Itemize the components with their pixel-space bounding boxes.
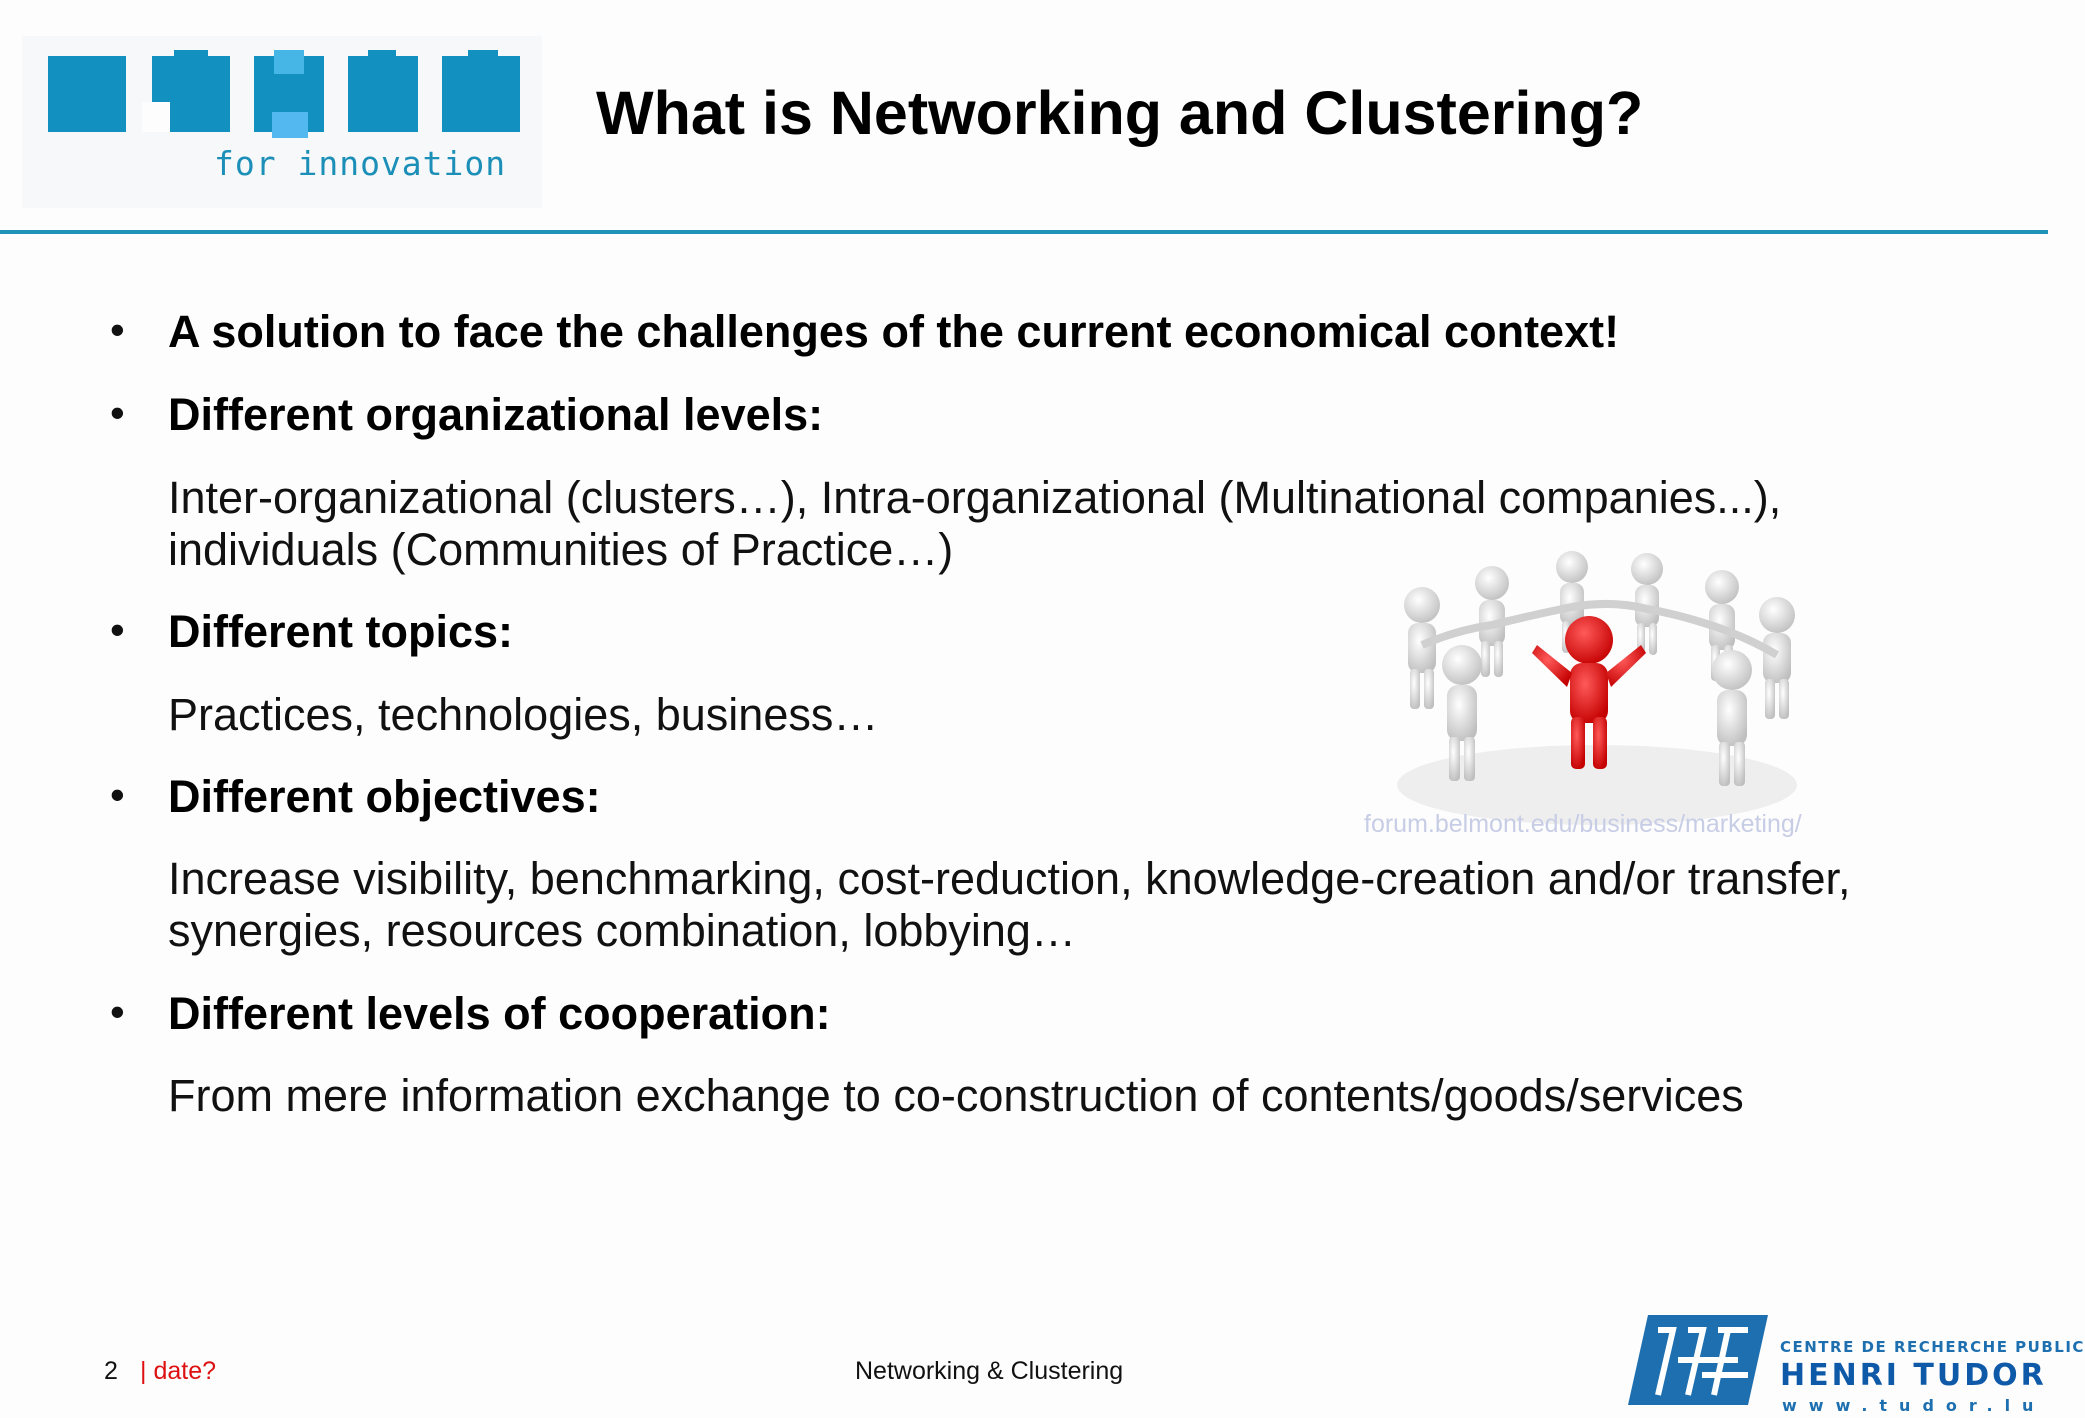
org-website: www.tudor.lu — [1782, 1396, 2046, 1415]
bullet-detail: Increase visibility, benchmarking, cost-reduction, knowledge-creation and/or transfer, — [168, 853, 1851, 904]
header-divider — [0, 230, 2048, 234]
bullet-glyph: • — [110, 771, 125, 818]
bullet-heading: Different topics: — [168, 606, 514, 657]
org-name: HENRI TUDOR — [1780, 1358, 2047, 1393]
bullet-detail: synergies, resources combination, lobbying… — [168, 905, 1076, 956]
logo-blocks-icon — [48, 56, 548, 146]
bullet-heading: A solution to face the challenges of the current economical context! — [168, 306, 1620, 357]
logo-tagline: for innovation — [214, 144, 507, 183]
bullet-glyph: • — [110, 389, 125, 436]
bullet-heading: Different organizational levels: — [168, 389, 824, 440]
bullet-heading: Different levels of cooperation: — [168, 988, 831, 1039]
bullet-detail: From mere information exchange to co-construction of contents/goods/services — [168, 1070, 1744, 1121]
bullet-glyph: • — [110, 306, 125, 353]
bullet-glyph: • — [110, 988, 125, 1035]
bullet-glyph: • — [110, 606, 125, 653]
bullet-detail: individuals (Communities of Practice…) — [168, 524, 954, 575]
bullet-detail: Practices, technologies, business… — [168, 689, 879, 740]
org-subtitle: CENTRE DE RECHERCHE PUBLIC — [1780, 1338, 2085, 1356]
page-title: What is Networking and Clustering? — [596, 79, 1644, 147]
image-credit: forum.belmont.edu/business/marketing/ — [1364, 810, 1802, 838]
bullet-detail: Inter-organizational (clusters…), Intra-organizational (Multinational companies...), — [168, 472, 1782, 523]
footer-title: Networking & Clustering — [855, 1357, 1124, 1385]
innovation-logo — [22, 36, 542, 208]
bullet-heading: Different objectives: — [168, 771, 601, 822]
team-circle-illustration — [1362, 545, 1832, 845]
date-placeholder: | date? — [140, 1357, 217, 1385]
slide-number: 2 — [104, 1357, 118, 1385]
